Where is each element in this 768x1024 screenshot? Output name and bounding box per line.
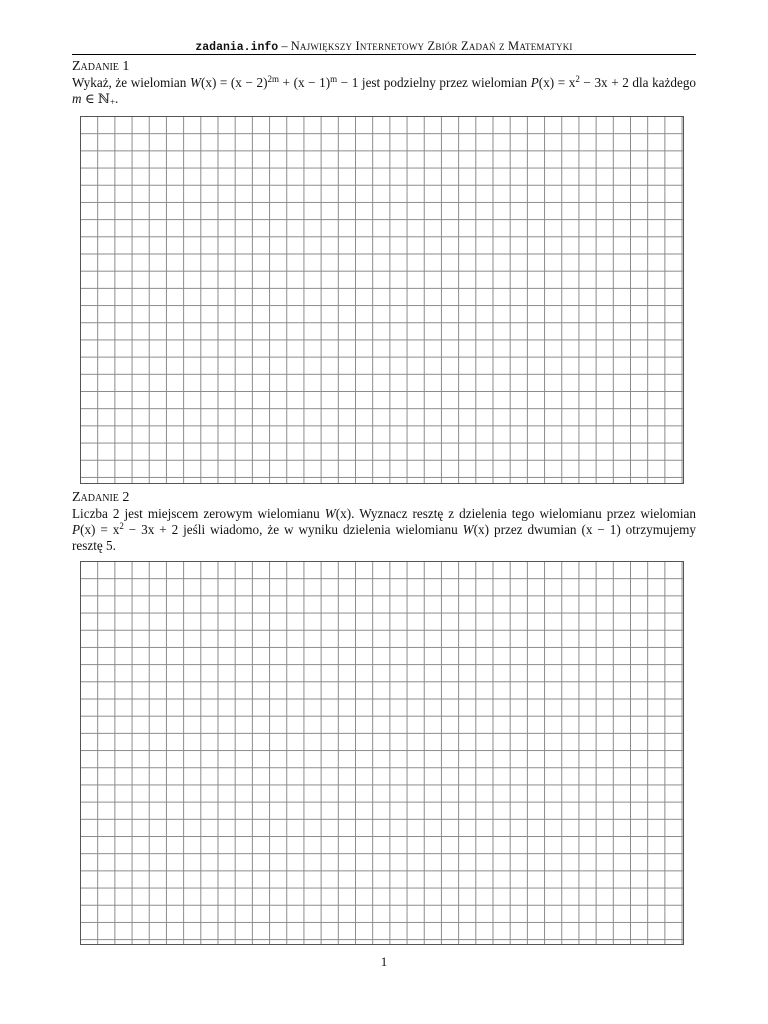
task-1-text: Wykaż, że wielomian $W(x) = (x - 2)^{2m} + (x - 1)^m - 1$ jest podzielny przez wielomian $P(x) = x^2 - 3x + 2$ dla każdego m ∈ ℕ$_+$. bbox=[72, 74, 697, 107]
task-2 bbox=[72, 490, 696, 554]
header-separator: – bbox=[278, 39, 291, 53]
page-number: 1 bbox=[380, 954, 388, 969]
answer-grid-task-1 bbox=[80, 116, 684, 484]
task-1 bbox=[72, 59, 696, 107]
header-title: Największy Internetowy Zbiór Zadań z Matematyki bbox=[290, 39, 573, 53]
task-1-title: Zadanie 1 bbox=[72, 59, 130, 74]
answer-grid-task-2 bbox=[80, 561, 684, 945]
header-rule bbox=[72, 54, 696, 55]
task-2-title: Zadanie 2 bbox=[72, 490, 130, 505]
site-name: zadania.info bbox=[195, 41, 279, 54]
task-2-text: Liczba 2 jest miejscem zerowym wielomianu W(x). Wyznacz resztę z dzielenia tego wielomianu przez wielomian $P(x) = x^2 - 3x + 2$ jeśli wiadomo, że w wyniku dzielenia wielomianu W(x) przez dwumian (x − 1) otrzymujemy resztę 5. bbox=[72, 506, 696, 553]
